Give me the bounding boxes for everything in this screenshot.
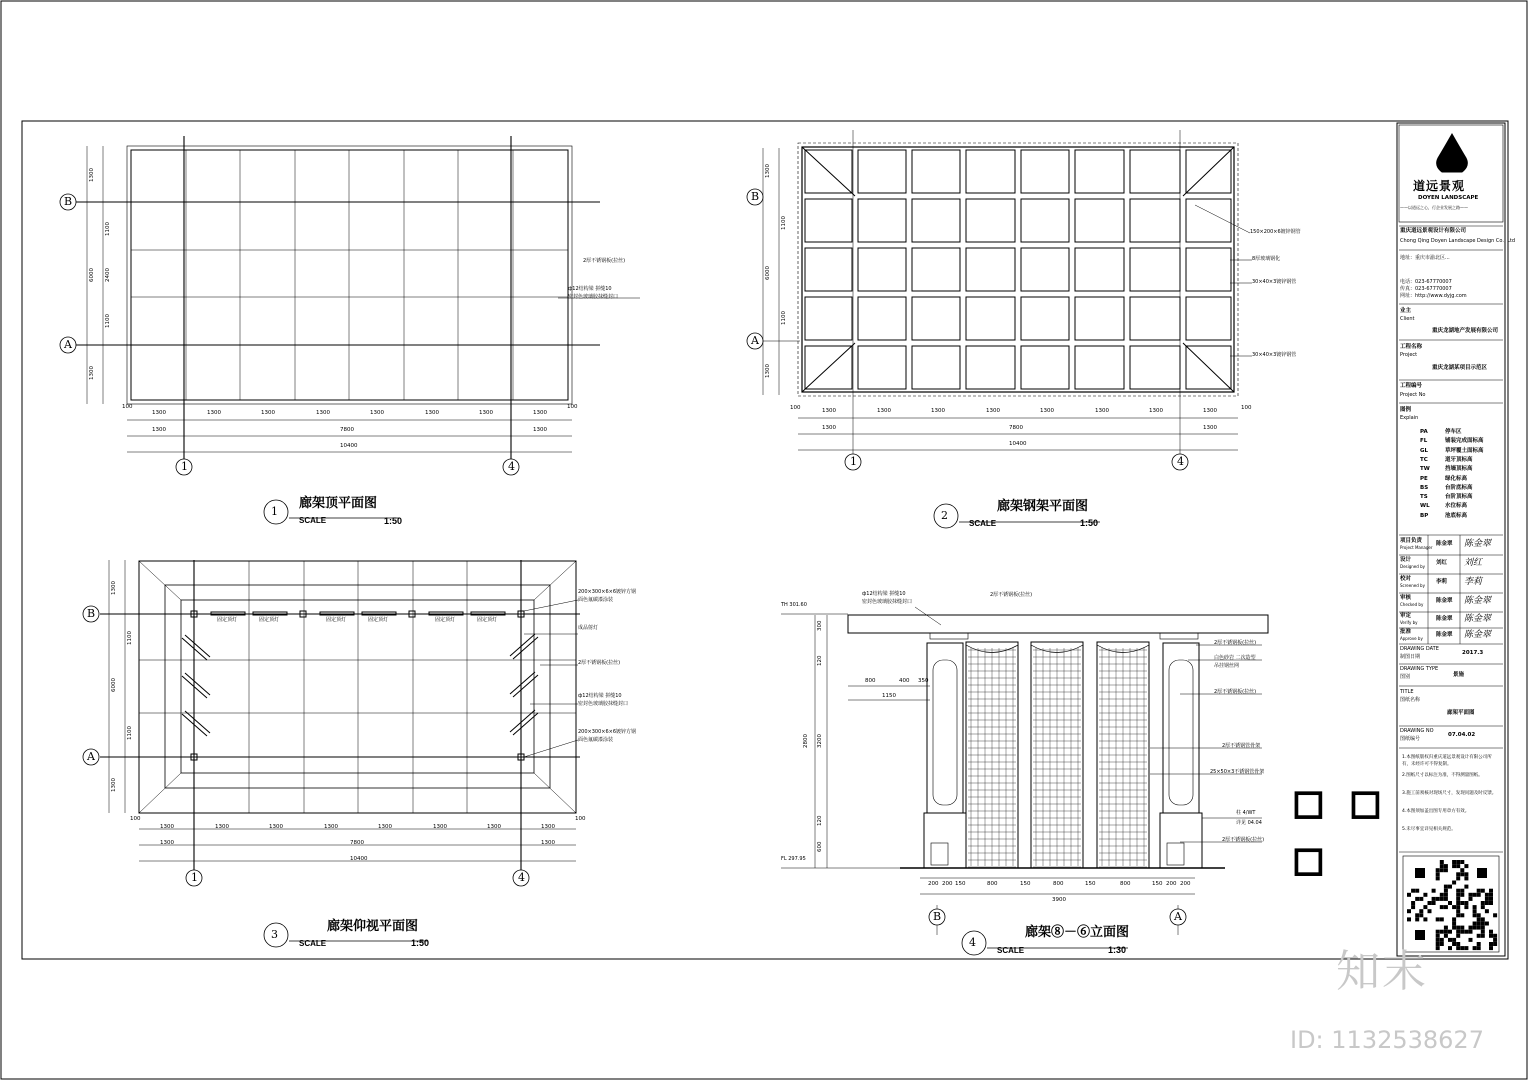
grid-a-2: A [751,334,759,347]
steel-cell [1021,199,1069,242]
dim-4b: 800 [865,678,876,684]
note-2c: 30×40×3镀锌钢管 [1252,279,1297,285]
dim-2-bay: 1300 [986,408,1000,414]
company-web: 网址：http://www.dyjg.com [1400,293,1467,299]
drawing-2-scale-label: SCALE [969,519,997,528]
dim-2-bay: 1300 [822,408,836,414]
steel-cell [1130,297,1180,340]
company-address: 地址：重庆市渝北区... [1400,255,1450,261]
role-name: 陈金翠 [1436,541,1453,547]
legend-value: 池底标高 [1445,512,1468,519]
legend-label: 图例 [1400,407,1412,413]
note-3a: 200×300×6×6镀锌方钢 [578,589,637,595]
role-label-en: Designed by [1400,564,1425,569]
role-signature: 陈金翠 [1464,630,1492,640]
dim-4: 800 [987,881,998,887]
role-label-en: Project Manager [1400,545,1433,550]
company-phone: 电话：023-67770007 [1400,279,1452,285]
dim-4: 200 [1180,881,1191,887]
steel-cell [912,346,960,389]
steel-cell [966,346,1015,389]
grid-a-1: A [64,338,72,351]
dim-2-v: 1300 [765,364,771,378]
grid-b-4: B [933,910,942,923]
drawing-2-title: 廊架钢架平面图 [997,499,1089,514]
drawing-4-title: 廊架⑧－⑥立面图 [1025,925,1130,940]
steel-cell [1186,248,1231,291]
grid-four-1: 4 [508,460,515,473]
project-name: 重庆龙湖某项目示范区 [1432,365,1488,371]
dim-1-edge: 100 [122,404,133,410]
project-label: 工程名称 [1400,344,1423,350]
steel-cell [1021,150,1069,193]
dim-4: 150 [1085,881,1096,887]
dim-1-edge-bay: 1300 [533,427,547,433]
dim-2-vtotal: 6000 [765,266,771,280]
dim-1-v: 1100 [105,222,111,236]
dim-3-v: 1100 [127,631,133,645]
dim-2-bay: 1300 [1203,408,1217,414]
drawing-4-scale: 1:30 [1108,945,1127,955]
steel-cell [1075,346,1124,389]
dim-4v: 120 [817,815,823,826]
drawing-2-number: 2 [941,509,948,522]
steel-cell [805,248,852,291]
note-4h: 2厚不锈钢管骨架 [1222,743,1261,749]
dim-4b: 350 [918,678,929,684]
client-label: 业主 [1400,308,1412,314]
drawing-type: 景施 [1453,672,1465,678]
steel-cell [805,199,852,242]
legend-key: PE [1420,475,1428,482]
client-label-en: Client [1400,316,1415,322]
dim-3-total: 10400 [350,856,368,862]
steel-cell [858,199,906,242]
company-english: Chong Qing Doyen Landscape Design Co., Ltd [1400,238,1516,244]
steel-cell [1075,199,1124,242]
lamp-label: 固定顶灯 [368,617,389,623]
steel-cell [1075,248,1124,291]
legend-key: GL [1420,447,1429,454]
lamp-label: 固定顶灯 [259,617,280,623]
drawing-date: 2017.3 [1462,650,1484,656]
steel-cell [1075,150,1124,193]
dim-2-bay: 1300 [1095,408,1109,414]
grid-four-2: 4 [1177,455,1184,468]
grid-a-4: A [1174,910,1182,923]
dim-2-edge: 100 [1241,405,1252,411]
role-name: 李莉 [1436,579,1448,585]
drawing-1-scale-label: SCALE [299,516,327,525]
role-label: 设计 [1400,557,1412,563]
note-3g: 200×300×6×6镀锌方钢 [578,729,637,735]
dim-3-v: 1300 [111,778,117,792]
drawing-1-scale: 1:50 [384,516,403,526]
grid-one-3: 1 [191,871,198,884]
dim-3-bay: 1300 [324,824,338,830]
dim-3-bay: 1300 [215,824,229,830]
dim-4: 200 [942,881,953,887]
steel-cell [858,248,906,291]
note-2b: 8厚玻璃钢化 [1252,256,1281,262]
brand-slogan: ——以道远之心，行企业发展之路—— [1400,205,1468,210]
dim-1-edge: 100 [567,404,578,410]
dim-2-bay: 1300 [877,408,891,414]
note-3c: 成品射灯 [578,625,599,631]
drawing-4-scale-label: SCALE [997,946,1025,955]
note-2d: 30×40×3镀锌钢管 [1252,352,1297,358]
type-label: DRAWING TYPE [1400,666,1439,672]
drawing-title: 廊架平面图 [1447,710,1475,716]
dim-4: 800 [1053,881,1064,887]
lamp-label: 固定顶灯 [326,617,347,623]
role-name: 陈金翠 [1436,598,1453,604]
dim-2-bay: 1300 [1040,408,1054,414]
steel-cell [1130,199,1180,242]
grid-bubbles [60,189,1188,955]
dim-3-mid: 7800 [350,840,364,846]
drawing-2-scale: 1:50 [1080,518,1099,528]
grid-a-3: A [87,750,95,763]
image-id: ID: 1132538627 [1290,1026,1484,1054]
note-4i: 25×50×3不锈钢管骨架 [1210,769,1265,775]
note-4b: 密封色玻璃胶抹缝封口 [862,599,913,605]
dim-3-edge: 100 [130,816,141,822]
dim-1-bay: 1300 [207,410,221,416]
level-bottom: FL 297.95 [781,856,806,862]
dim-3-bay: 1300 [269,824,283,830]
type-label-cn: 图别 [1400,674,1411,680]
dim-1-v: 2400 [105,268,111,282]
role-name: 陈金翠 [1436,616,1453,622]
role-signature: 刘红 [1464,558,1483,568]
dim-1-v: 1300 [89,168,95,182]
note-4g: 2厚不锈钢板(拉丝) [1214,689,1257,695]
note-3d: 2厚不锈钢板(拉丝) [578,660,621,666]
legend-value: 台阶顶标高 [1445,494,1473,501]
note-4f: 吊挂钢丝网 [1214,663,1240,669]
dim-4: 150 [1152,881,1163,887]
dim-4v: 3200 [817,734,823,748]
grid-b-3: B [87,607,96,620]
general-note: 1.本图纸版权归重庆道远景观设计有限公司所有，未经许可不得复制。 [1402,755,1492,767]
dim-2-bay: 1300 [931,408,945,414]
drawing-3-scale-label: SCALE [299,939,327,948]
dim-2-v: 1100 [781,216,787,230]
legend-key: TW [1420,466,1430,473]
role-label-en: Screened by [1400,583,1425,588]
drawing-3-number: 3 [271,928,278,941]
steel-cell [1021,297,1069,340]
steel-cell [1130,346,1180,389]
drawing-1-title: 廊架顶平面图 [299,496,378,511]
legend-key: TC [1420,456,1428,463]
legend-label-en: Explain [1400,415,1419,421]
steel-cell [912,248,960,291]
dim-3-bay: 1300 [541,824,555,830]
note-4l: 2厚不锈钢板(拉丝) [1222,837,1265,843]
legend-value: 道牙顶标高 [1445,456,1473,463]
lamp-label: 固定顶灯 [477,617,498,623]
dim-4: 200 [1166,881,1177,887]
dim-1-total: 10400 [340,443,358,449]
legend-value: 停车区 [1445,429,1462,435]
role-label: 审核 [1400,595,1412,601]
level-top: TH 301.60 [781,602,807,608]
note-4d: 2厚不锈钢板(拉丝) [1214,640,1257,646]
brand-name: 道远景观 [1413,179,1466,193]
dim-3-bay: 1300 [378,824,392,830]
dim-1-bay: 1300 [533,410,547,416]
dim-4v: 120 [817,655,823,666]
legend-value: 绿化标高 [1445,475,1468,482]
role-label: 校对 [1400,576,1412,582]
steel-cell [1021,248,1069,291]
role-label-en: Verify by [1400,620,1418,625]
dim-1-vtotal: 6000 [89,268,95,282]
dim-2-edge-bay: 1300 [822,425,836,431]
role-signature: 陈金翠 [1464,539,1492,549]
steel-cell [1075,297,1124,340]
legend-value: 水位标高 [1445,503,1468,510]
note-4k: 详见 04.04 [1236,820,1262,826]
role-signature: 李莉 [1464,577,1483,587]
dim-1-v: 1100 [105,314,111,328]
note-4j: 柱 4/WT [1236,810,1256,816]
note-3f: 密封色玻璃胶抹缝封口 [578,701,629,707]
dim-4: 800 [1120,881,1131,887]
dim-4: 150 [955,881,966,887]
role-label: 项目负责 [1400,538,1423,544]
brand-english: DOYEN LANDSCAPE [1418,195,1479,201]
grid-one-2: 1 [850,455,857,468]
dim-3-edge-bay: 1300 [160,840,174,846]
dim-1-v: 1300 [89,366,95,380]
note-3h: 面色氟碳漆涂装 [578,737,614,743]
grid-four-3: 4 [518,871,525,884]
dim-1-bay: 1300 [261,410,275,416]
general-note: 3.施工前须核对现场尺寸，发现问题及时反馈。 [1402,791,1497,796]
dim-3-edge: 100 [575,816,586,822]
note-4a: ф12结构梁 拼缝10 [862,591,906,597]
note-1c: 密封色玻璃胶抹缝封口 [568,294,619,300]
note-4c: 2厚不锈钢板(拉丝) [990,592,1033,598]
dim-3-edge-bay: 1300 [541,840,555,846]
dim-3-v: 1300 [111,581,117,595]
dim-2-bay: 1300 [1149,408,1163,414]
dim-1-bay: 1300 [425,410,439,416]
steel-cell [966,150,1015,193]
dim-3-bay: 1300 [160,824,174,830]
legend-key: WL [1420,503,1430,510]
dim-2-v: 1100 [781,311,787,325]
title-label: TITLE [1400,689,1414,695]
dim-3-bay: 1300 [487,824,501,830]
lamp-label: 固定顶灯 [435,617,456,623]
steel-cell [1130,248,1180,291]
steel-cell [858,150,906,193]
dim-1-bay: 1300 [152,410,166,416]
dim-3-bay: 1300 [433,824,447,830]
steel-cell [912,199,960,242]
plan-steel [763,130,1252,468]
note-4e: 白色砂岩 二次造型 [1214,655,1256,661]
role-label: 批准 [1400,629,1412,635]
role-label-en: Approve by [1400,636,1423,641]
legend-value: 铺装完成面标高 [1445,438,1484,445]
dim-4v: 600 [817,841,823,852]
project-label-en: Project [1400,352,1418,358]
no-label: DRAWING NO [1400,728,1434,734]
role-signature: 陈金翠 [1464,614,1492,624]
legend-key: BS [1420,484,1429,491]
date-label: DRAWING DATE [1400,646,1439,652]
drawing-3-title: 廊架仰视平面图 [327,919,419,934]
steel-cell [912,297,960,340]
general-note: 5.未尽事宜详见相关规范。 [1402,827,1456,832]
note-3b: 面色氟碳漆涂装 [578,597,614,603]
legend-key: BP [1420,512,1429,519]
role-label: 审定 [1400,613,1412,619]
note-2a: 150×200×6镀锌钢管 [1250,229,1301,235]
dim-4b: 1150 [882,693,896,699]
dim-2-v: 1300 [765,164,771,178]
legend-value: 挡墙顶标高 [1445,466,1473,473]
project-no-label: 工程编号 [1400,383,1423,389]
no-label-cn: 图纸编号 [1400,736,1421,742]
lamp-label: 固定顶灯 [217,617,238,623]
dim-2-edge: 100 [790,405,801,411]
legend-key: TS [1420,494,1428,501]
legend-value: 草坪覆土面标高 [1445,447,1484,454]
dim-4v: 2800 [803,734,809,748]
project-no-label-en: Project No [1400,392,1426,398]
drawing-1-number: 1 [271,505,278,518]
dim-1-bay: 1300 [370,410,384,416]
note-3e: ф12结构梁 拼缝10 [578,693,622,699]
steel-cell [858,346,906,389]
date-label-cn: 制图日期 [1400,654,1421,660]
grid-one-1: 1 [181,460,188,473]
drawing-3-scale: 1:50 [411,938,430,948]
dim-4v: 300 [817,620,823,631]
general-note: 4.本图须加盖出图专用章方有效。 [1402,809,1470,814]
general-note: 2.图纸尺寸以标注为准，不得测量图纸。 [1402,773,1483,778]
steel-cell [912,150,960,193]
role-name: 刘红 [1436,560,1448,566]
steel-cell [805,297,852,340]
title-label-cn: 图纸名称 [1400,697,1421,703]
role-name: 陈金翠 [1436,632,1453,638]
legend-value: 台阶底标高 [1445,484,1473,491]
dim-4-total: 3900 [1052,897,1066,903]
steel-cell [1021,346,1069,389]
dim-4b: 400 [899,678,910,684]
dim-2-mid: 7800 [1009,425,1023,431]
dim-1-mid: 7800 [340,427,354,433]
dim-2-total: 10400 [1009,441,1027,447]
steel-cell [1186,297,1231,340]
drawing-4-number: 4 [969,936,976,949]
company-name: 重庆道远景观设计有限公司 [1400,228,1467,234]
role-label-en: Checked by [1400,602,1424,607]
dim-2-edge-bay: 1300 [1203,425,1217,431]
dim-1-edge-bay: 1300 [152,427,166,433]
steel-cell [1186,199,1231,242]
dim-4: 150 [1020,881,1031,887]
legend-key: FL [1420,438,1428,445]
drawing-no: 07.04.02 [1448,732,1476,738]
legend-key: PA [1420,429,1428,435]
client-name: 重庆龙湖地产发展有限公司 [1432,328,1499,334]
watermark-logo: 知末 [1336,946,1428,997]
dim-4: 200 [928,881,939,887]
steel-cell [858,297,906,340]
note-1a: 2厚不锈钢板(拉丝) [583,258,626,264]
grid-b-2: B [751,190,760,203]
dim-1-bay: 1300 [316,410,330,416]
grid-b-1: B [64,195,73,208]
steel-cell [966,248,1015,291]
company-fax: 传真：023-67770007 [1400,286,1452,292]
steel-cell [966,199,1015,242]
steel-cell [1130,150,1180,193]
dim-3-vtotal: 6000 [111,678,117,692]
dim-1-bay: 1300 [479,410,493,416]
role-signature: 陈金翠 [1464,596,1492,606]
dim-3-v: 1100 [127,726,133,740]
steel-cell [966,297,1015,340]
note-1b: ф12结构梁 拼缝10 [568,286,612,292]
